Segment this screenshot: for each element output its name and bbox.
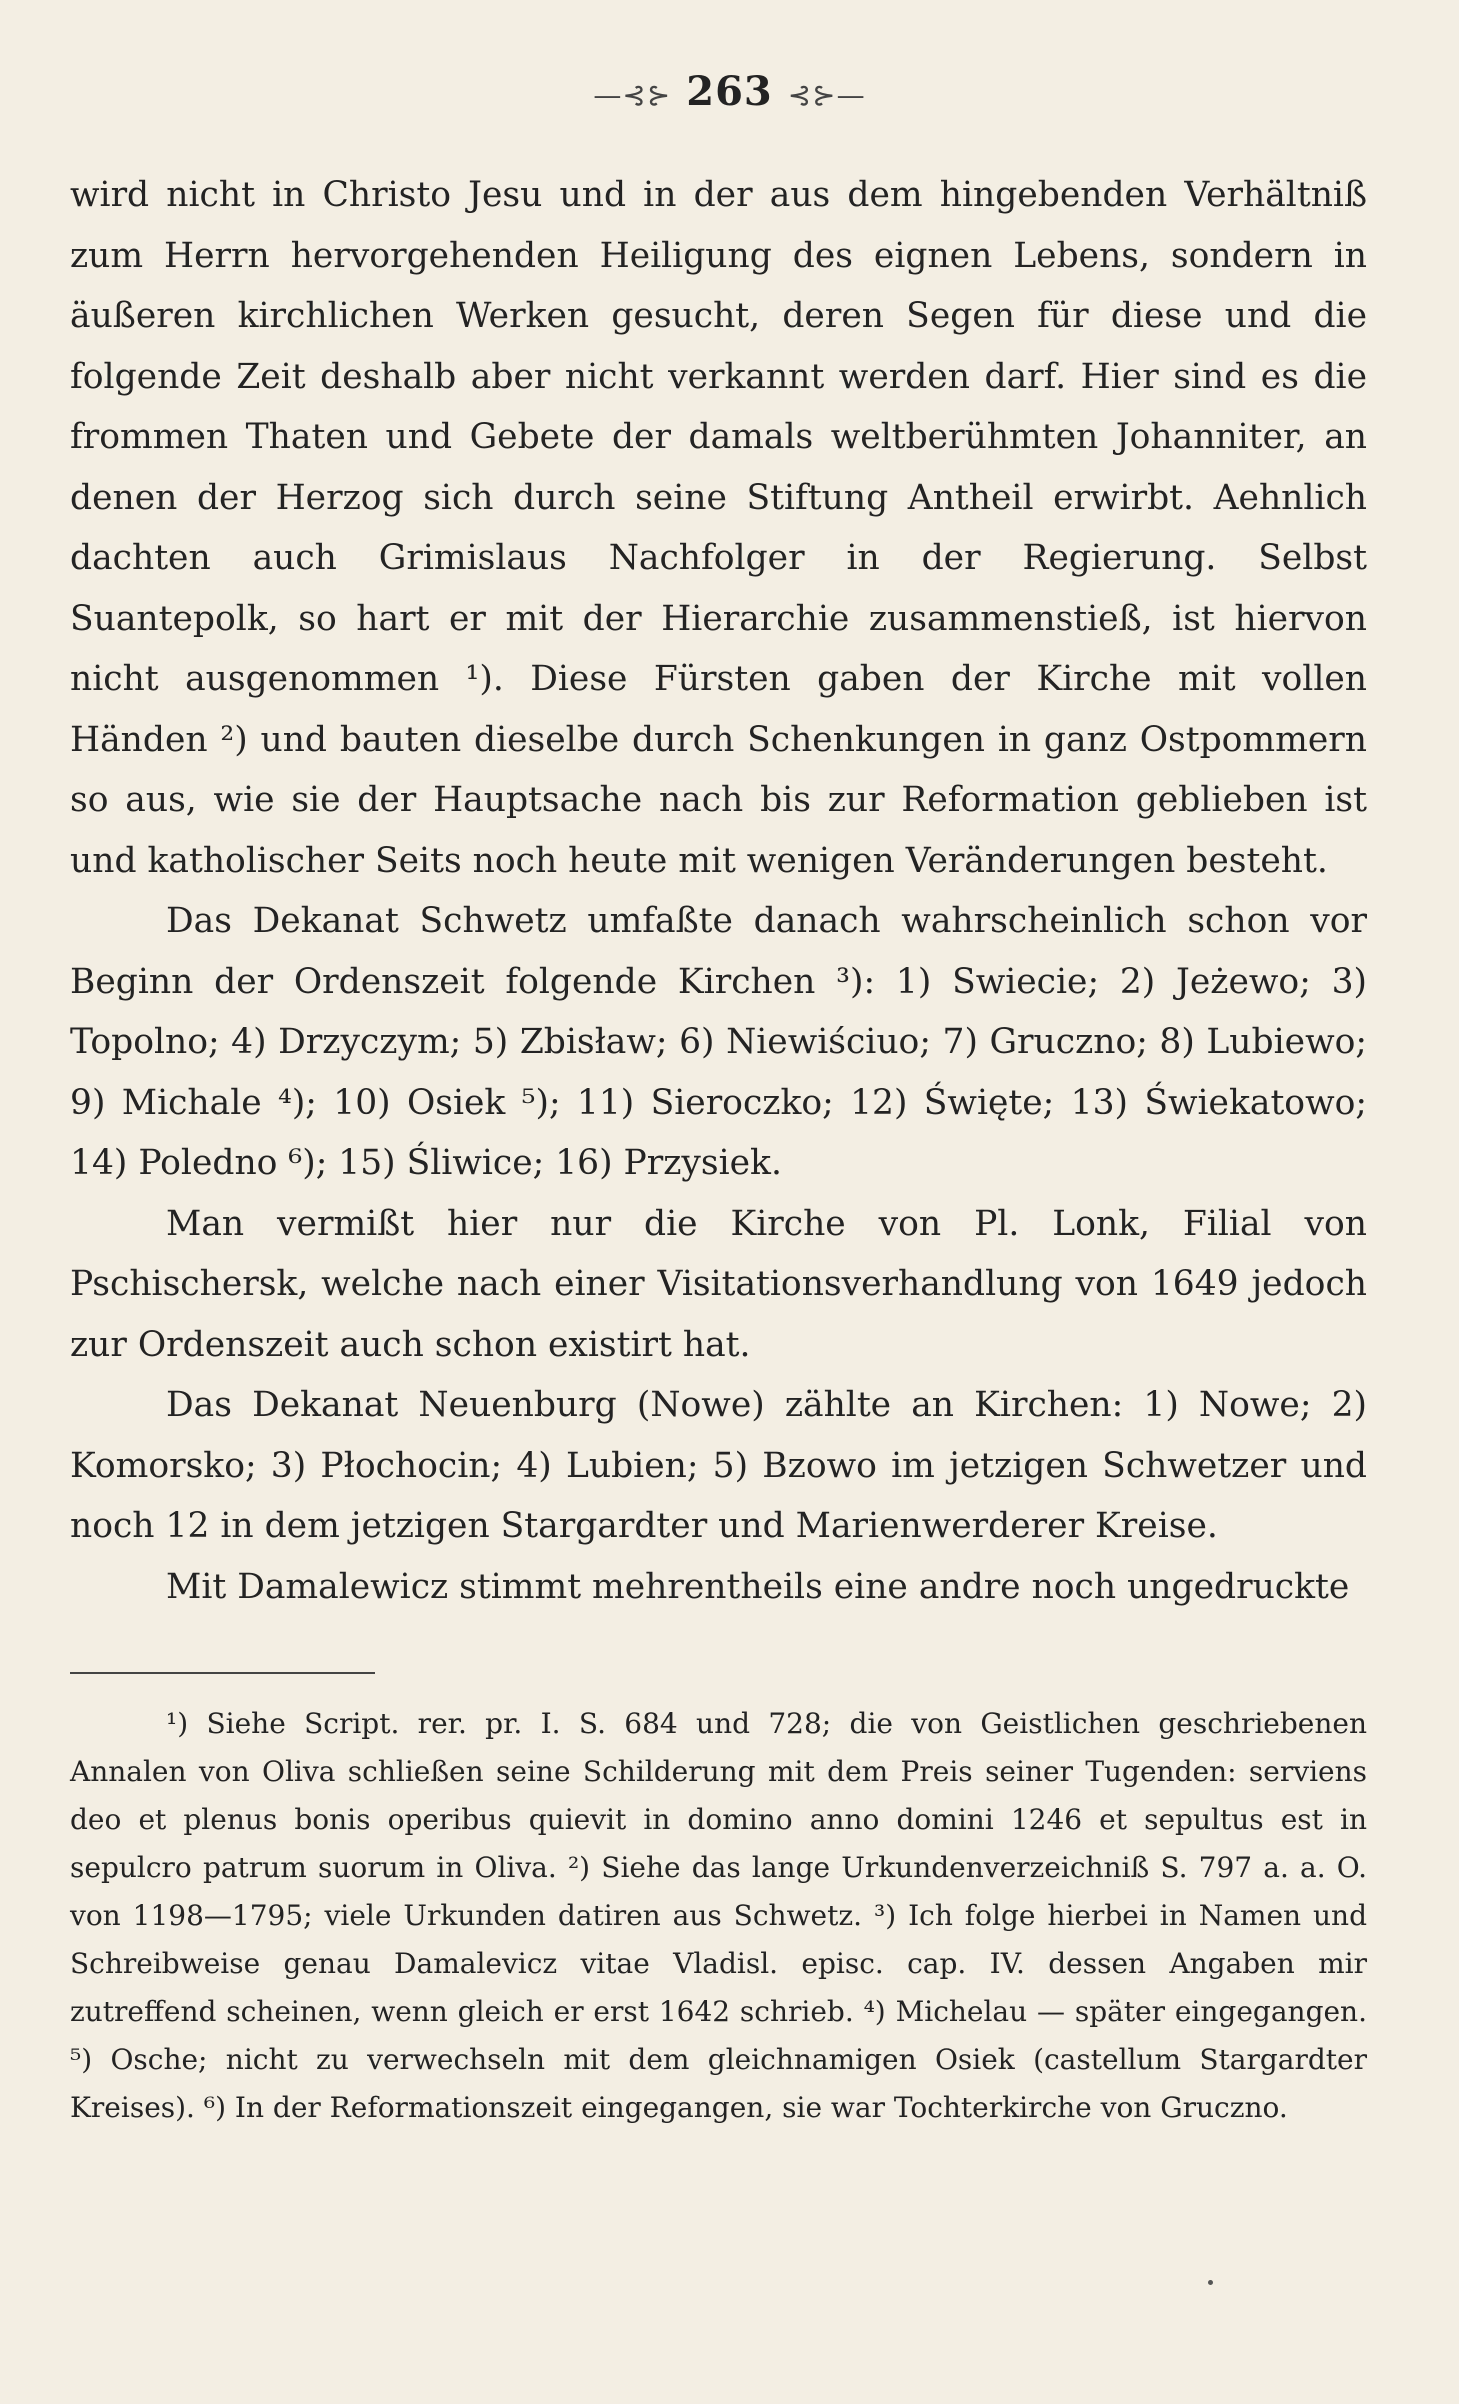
footnote-text: ¹) Siehe Script. rer. pr. I. S. 684 und 728; die von Geistlichen geschriebenen Annalen von Oliva schließen seine Schilderung mit dem Preis seiner Tugenden: serviens deo et plenus bonis operibus quievit in domino anno domini 1246 et sepultus est in sepulcro patrum suorum in Oliva. ²) Siehe das lange Urkundenverzeichniß S. 797 a. a. O. von 1198—1795; viele Urkunden datiren aus Schwetz. ³) Ich folge hierbei in Namen und Schreibweise genau Damalevicz vitae Vladisl. episc. cap. IV. dessen Angaben mir zutreffend scheinen, wenn gleich er erst 1642 schrieb. ⁴) Michelau — später eingegangen. ⁵) Osche; nicht zu verwechseln mit dem gleichnamigen Osiek (castellum Stargardter Kreises). ⁶) In der Reformationszeit eingegangen, sie war Tochterkirche von Gruczno.: [70, 1707, 1367, 2124]
header-ornament-right: ⊰⊱—: [787, 78, 866, 112]
page-header: [0, 68, 1459, 115]
footnotes: [70, 1700, 1367, 2132]
page-number: 263: [686, 68, 773, 115]
paragraph-1: wird nicht in Christo Jesu und in der aus dem hingebenden Verhältniß zum Herrn hervorgehenden Heiligung des eignen Lebens, sondern in äußeren kirchlichen Werken gesucht, deren Segen für diese und die folgende Zeit deshalb aber nicht verkannt werden darf. Hier sind es die frommen Thaten und Gebete der damals weltberühmten Johanniter, an denen der Herzog sich durch seine Stiftung Antheil erwirbt. Aehnlich dachten auch Grimislaus Nachfolger in der Regierung. Selbst Suantepolk, so hart er mit der Hierarchie zusammenstieß, ist hiervon nicht ausgenommen ¹). Diese Fürsten gaben der Kirche mit vollen Händen ²) und bauten dieselbe durch Schenkungen in ganz Ostpommern so aus, wie sie der Hauptsache nach bis zur Reformation geblieben ist und katholischer Seits noch heute mit wenigen Veränderungen besteht.: [70, 175, 1367, 881]
main-text: [70, 165, 1367, 1617]
header-ornament-left: —⊰⊱: [593, 78, 672, 112]
paragraph-3: Man vermißt hier nur die Kirche von Pl. Lonk, Filial von Pschischersk, welche nach einer Visitationsverhandlung von 1649 jedoch zur Ordenszeit auch schon existirt hat.: [70, 1203, 1367, 1365]
paper-speck: [1208, 2280, 1213, 2285]
paragraph-5: Mit Damalewicz stimmt mehrentheils eine andre noch ungedruckte: [166, 1566, 1350, 1607]
paragraph-4: Das Dekanat Neuenburg (Nowe) zählte an Kirchen: 1) Nowe; 2) Komorsko; 3) Płochocin; 4) Lubien; 5) Bzowo im jetzigen Schwetzer und noch 12 in dem jetzigen Stargardter und Marienwerderer Kreise.: [70, 1385, 1367, 1546]
footnote-divider: [70, 1672, 375, 1674]
paragraph-2: Das Dekanat Schwetz umfaßte danach wahrscheinlich schon vor Beginn der Ordenszeit folgende Kirchen ³): 1) Swiecie; 2) Jeżewo; 3) Topolno; 4) Drzyczym; 5) Zbisław; 6) Niewiściuo; 7) Gruczno; 8) Lubiewo; 9) Michale ⁴); 10) Osiek ⁵); 11) Sieroczko; 12) Święte; 13) Świekatowo; 14) Poledno ⁶); 15) Śliwice; 16) Przysiek.: [70, 901, 1367, 1183]
